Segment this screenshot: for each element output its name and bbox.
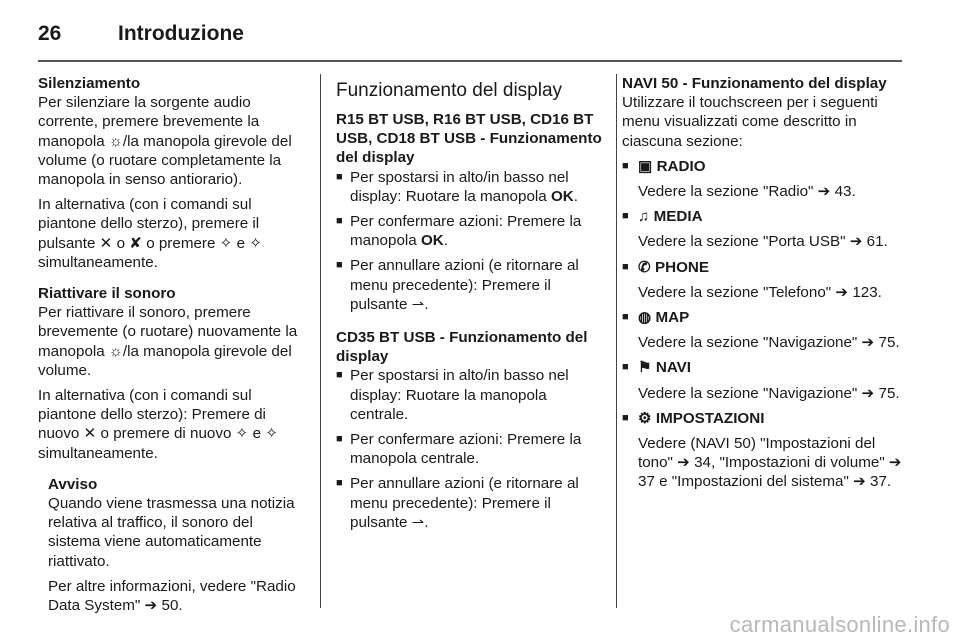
unmute-section — [38, 284, 306, 463]
display-operation-title: Funzionamento del display — [336, 80, 563, 101]
column-1 — [38, 74, 306, 621]
page-header — [38, 18, 902, 60]
note-title: Avviso — [48, 475, 98, 493]
menu-item-map: ■ ◍ MAP Vedere la sezione "Navigazione" ➔ 75. — [622, 309, 900, 352]
mute-section — [38, 74, 306, 272]
header-rule — [38, 60, 902, 62]
list-item: ■ Per confermare azioni: Premere la manopola centrale. — [336, 430, 604, 468]
unmute-paragraph-2: In alternativa (con i comandi sul piantone dello sterzo): Premere di nuovo ✕ o premere di nuovo ✧ e ✧ simultaneamente. — [38, 387, 278, 462]
list-item: ■ Per annullare azioni (e ritornare al menu precedente): Premere il pulsante ⇀. — [336, 474, 604, 532]
menu-item-settings: ■ ⚙ IMPOSTAZIONI Vedere (NAVI 50) "Impostazioni del tono" ➔ 34, "Impostazioni di volume" ➔ 37 e "Impostazioni del sistema" ➔ 37. — [622, 409, 902, 491]
column-divider-1 — [320, 74, 321, 608]
page-number: 26 — [38, 22, 62, 45]
r15-list — [336, 168, 604, 314]
mute-paragraph-2: In alternativa (con i comandi sul piantone dello sterzo), premere il pulsante ✕ o ✘ o premere ✧ e ✧ simultaneamente. — [38, 196, 262, 271]
unmute-paragraph-1: Per riattivare il sonoro, premere brevemente (o ruotare) nuovamente la manopola ☼/la manopola girevole del volume. — [38, 304, 298, 379]
flag-icon: ⚑ — [638, 359, 652, 377]
navi50-intro: Utilizzare il touchscreen per i seguenti menu visualizzati come descritto in ciascuna sezione: — [622, 94, 878, 150]
chapter-title: Introduzione — [118, 22, 244, 45]
watermark: carmanualsonline.info — [729, 612, 950, 637]
column-2 — [336, 74, 604, 538]
note-box — [48, 475, 306, 615]
column-3 — [622, 74, 904, 498]
unmute-title: Riattivare il sonoro — [38, 285, 176, 303]
globe-icon: ◍ — [638, 309, 652, 327]
list-item: ■ Per spostarsi in alto/in basso nel display: Ruotare la manopola OK. — [336, 168, 604, 206]
r15-subtitle: R15 BT USB, R16 BT USB, CD16 BT USB, CD18 BT USB - Funzionamento del display — [336, 111, 602, 167]
cd35-list — [336, 366, 604, 532]
gear-icon: ⚙ — [638, 409, 652, 427]
list-item: ■ Per spostarsi in alto/in basso nel display: Ruotare la manopola centrale. — [336, 366, 604, 424]
radio-icon: ▣ — [638, 157, 653, 175]
menu-item-navi: ■ ⚑ NAVI Vedere la sezione "Navigazione" ➔ 75. — [622, 359, 900, 402]
note-paragraph-1: Quando viene trasmessa una notizia relativa al traffico, il sonoro del sistema viene automaticamente riattivato. — [48, 495, 295, 570]
mute-paragraph-1: Per silenziare la sorgente audio corrente, premere brevemente la manopola ☼/la manopola girevole del volume (o ruotare completamente la manopola in senso antiorario). — [38, 94, 292, 189]
list-item: ■ Per annullare azioni (e ritornare al menu precedente): Premere il pulsante ⇀. — [336, 256, 604, 314]
menu-item-phone: ■ ✆ PHONE Vedere la sezione "Telefono" ➔ 123. — [622, 258, 882, 301]
cd35-subtitle: CD35 BT USB - Funzionamento del display — [336, 329, 588, 366]
navi50-title: NAVI 50 - Funzionamento del display — [622, 75, 887, 92]
mute-title: Silenziamento — [38, 75, 141, 92]
list-item: ■ Per confermare azioni: Premere la manopola OK. — [336, 212, 604, 250]
menu-item-media: ■ ♫ MEDIA Vedere la sezione "Porta USB" ➔ 61. — [622, 208, 888, 251]
menu-item-radio: ■ ▣ RADIO Vedere la sezione "Radio" ➔ 43. — [622, 157, 856, 201]
phone-icon: ✆ — [638, 258, 651, 276]
note-paragraph-2: Per altre informazioni, vedere "Radio Data System" ➔ 50. — [48, 577, 296, 615]
column-divider-2 — [616, 74, 617, 608]
music-note-icon: ♫ — [638, 208, 650, 226]
